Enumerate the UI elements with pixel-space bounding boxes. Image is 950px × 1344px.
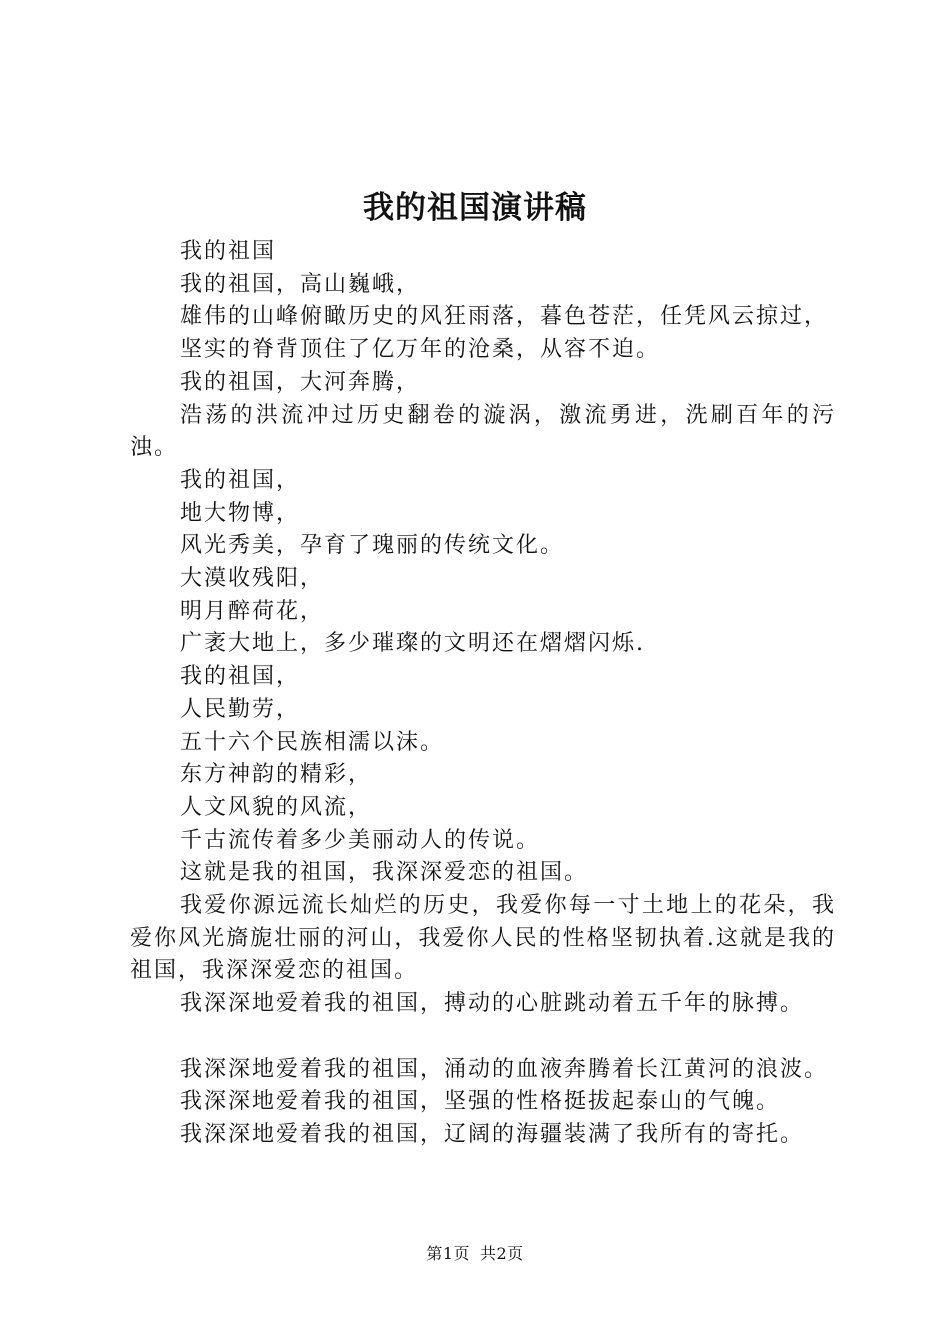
paragraph: 雄伟的山峰俯瞰历史的风狂雨落，暮色苍茫，任凭风云掠过，: [180, 304, 829, 330]
document-title: 我的祖国演讲稿: [363, 190, 587, 226]
paragraph: 人民勤劳，: [180, 696, 301, 722]
paragraph: 千古流传着多少美丽动人的传说。: [180, 827, 541, 853]
paragraph: 我的祖国，高山巍峨，: [180, 271, 421, 297]
paragraph: 浩荡的洪流冲过历史翻卷的漩涡，激流勇进，洗刷百年的污浊。: [130, 402, 836, 461]
paragraph: 大漠收残阳，: [180, 566, 325, 592]
paragraph: 我爱你源远流长灿烂的历史，我爱你每一寸土地上的花朵，我爱你风光旖旎壮丽的河山，我爱你人民的性格坚韧执着.这就是我的祖国，我深深爱恋的祖国。: [130, 893, 836, 984]
paragraph: 这就是我的祖国，我深深爱恋的祖国。: [180, 860, 589, 886]
paragraph: 广袤大地上，多少璀璨的文明还在熠熠闪烁.: [180, 631, 645, 657]
paragraph: 我深深地爱着我的祖国，坚强的性格挺拔起泰山的气魄。: [180, 1089, 781, 1115]
page-number: 第1页: [426, 1244, 470, 1263]
paragraph: 我的祖国，: [180, 664, 301, 690]
paragraph: 我深深地爱着我的祖国，辽阔的海疆装满了我所有的寄托。: [180, 1121, 805, 1147]
paragraph: 明月醉荷花，: [180, 598, 325, 624]
paragraph: 我深深地爱着我的祖国，搏动的心脏跳动着五千年的脉搏。: [180, 991, 805, 1017]
paragraph: 地大物博，: [180, 500, 301, 526]
paragraph: 我的祖国，大河奔腾，: [180, 369, 421, 395]
paragraph: 人文风貌的风流，: [180, 794, 373, 820]
paragraph: 我深深地爱着我的祖国，涌动的血液奔腾着长江黄河的浪波。: [180, 1056, 829, 1082]
paragraph: 东方神韵的精彩，: [180, 762, 373, 788]
document-body: [130, 236, 836, 1152]
page-footer: [0, 1242, 950, 1266]
blank-line: [130, 1021, 836, 1054]
page-total: 共2页: [480, 1244, 524, 1263]
paragraph: 风光秀美，孕育了瑰丽的传统文化。: [180, 533, 565, 559]
paragraph: 五十六个民族相濡以沫。: [180, 729, 445, 755]
paragraph: 我的祖国: [180, 239, 277, 264]
paragraph: 我的祖国，: [180, 467, 301, 493]
paragraph: 坚实的脊背顶住了亿万年的沧桑，从容不迫。: [180, 337, 661, 363]
